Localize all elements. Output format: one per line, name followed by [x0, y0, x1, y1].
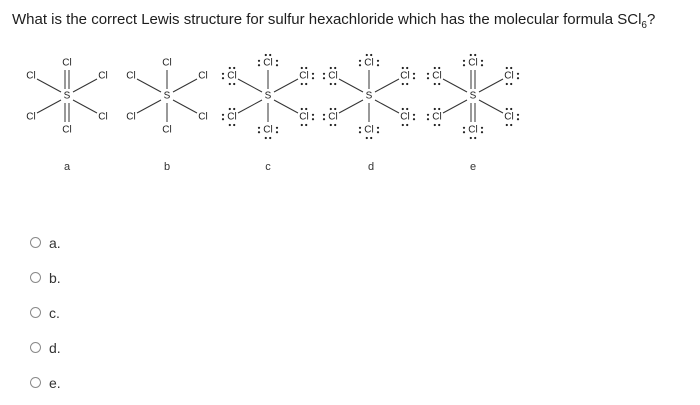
lone-pair-dot: [323, 77, 325, 79]
lone-pair-dot: [276, 60, 278, 62]
lone-pair-dot: [413, 73, 415, 75]
atom-label: Cl: [299, 111, 309, 123]
lone-pair-dot: [229, 83, 231, 85]
single-bond: [37, 100, 61, 113]
atom-label: Cl: [299, 70, 309, 82]
structure-c: [222, 54, 314, 173]
lone-pair-dot: [258, 127, 260, 129]
atom-label: Cl: [432, 111, 442, 123]
structure-caption: e: [469, 161, 477, 173]
lone-pair-dot: [222, 77, 224, 79]
lone-pair-dot: [233, 108, 235, 110]
radio-button[interactable]: [30, 307, 41, 318]
option-b[interactable]: [30, 260, 61, 295]
atom-label: Cl: [62, 124, 72, 136]
lone-pair-dot: [506, 83, 508, 85]
atom-label: Cl: [198, 70, 208, 82]
atom-label: Cl: [26, 70, 36, 82]
lone-pair-dot: [312, 114, 314, 116]
atom-label: S: [469, 90, 477, 102]
lone-pair-dot: [402, 108, 404, 110]
atom-label: Cl: [468, 57, 478, 69]
atom-label: Cl: [162, 124, 172, 136]
radio-button[interactable]: [30, 342, 41, 353]
lone-pair-dot: [276, 127, 278, 129]
lone-pair-dot: [470, 137, 472, 139]
lone-pair-dot: [438, 108, 440, 110]
lone-pair-dot: [438, 124, 440, 126]
lone-pair-dot: [506, 108, 508, 110]
lone-pair-dot: [233, 83, 235, 85]
lone-pair-dot: [463, 131, 465, 133]
lone-pair-dot: [434, 67, 436, 69]
lone-pair-dot: [434, 108, 436, 110]
atom-label: Cl: [364, 124, 374, 136]
lone-pair-dot: [377, 60, 379, 62]
structure-a: [26, 58, 107, 173]
lone-pair-dot: [233, 67, 235, 69]
lone-pair-dot: [269, 54, 271, 56]
lone-pair-dot: [406, 67, 408, 69]
lone-pair-dot: [276, 64, 278, 66]
structure-caption: a: [63, 161, 71, 173]
atom-label: Cl: [328, 111, 338, 123]
atom-label: Cl: [468, 124, 478, 136]
atom-label: Cl: [263, 124, 273, 136]
atom-label: S: [163, 90, 171, 102]
lone-pair-dot: [406, 124, 408, 126]
atom-label: Cl: [263, 57, 273, 69]
lone-pair-dot: [301, 67, 303, 69]
single-bond: [137, 100, 161, 113]
lone-pair-dot: [330, 83, 332, 85]
lone-pair-dot: [517, 118, 519, 120]
lone-pair-dot: [301, 83, 303, 85]
lone-pair-dot: [323, 73, 325, 75]
lone-pair-dot: [427, 114, 429, 116]
structure-e: [427, 54, 519, 173]
lone-pair-dot: [330, 108, 332, 110]
atom-label: Cl: [227, 111, 237, 123]
lone-pair-dot: [413, 114, 415, 116]
lone-pair-dot: [506, 67, 508, 69]
lone-pair-dot: [402, 67, 404, 69]
lone-pair-dot: [334, 83, 336, 85]
lone-pair-dot: [377, 127, 379, 129]
lone-pair-dot: [330, 124, 332, 126]
radio-button[interactable]: [30, 237, 41, 248]
single-bond: [443, 100, 467, 113]
radio-button[interactable]: [30, 377, 41, 388]
single-bond: [479, 100, 503, 113]
lone-pair-dot: [305, 67, 307, 69]
lone-pair-dot: [359, 131, 361, 133]
single-bond: [73, 100, 97, 113]
lone-pair-dot: [438, 67, 440, 69]
lone-pair-dot: [265, 54, 267, 56]
lone-pair-dot: [517, 73, 519, 75]
lone-pair-dot: [481, 64, 483, 66]
lone-pair-dot: [265, 137, 267, 139]
structure-d: [323, 54, 415, 173]
lone-pair-dot: [323, 114, 325, 116]
lone-pair-dot: [470, 54, 472, 56]
question-text: What is the correct Lewis structure for sulfur hexachloride which has the molecular formula SCl$_6$?: [12, 11, 656, 31]
atom-label: S: [365, 90, 373, 102]
atom-label: Cl: [400, 111, 410, 123]
atom-label: Cl: [126, 70, 136, 82]
lone-pair-dot: [276, 131, 278, 133]
atom-label: Cl: [62, 57, 72, 69]
single-bond: [73, 79, 97, 92]
lone-pair-dot: [233, 124, 235, 126]
lone-pair-dot: [434, 124, 436, 126]
lone-pair-dot: [481, 127, 483, 129]
lone-pair-dot: [481, 60, 483, 62]
lone-pair-dot: [510, 124, 512, 126]
option-label: c.: [49, 304, 60, 321]
lone-pair-dot: [427, 73, 429, 75]
lone-pair-dot: [413, 118, 415, 120]
atom-label: Cl: [98, 111, 108, 123]
option-label: d.: [49, 339, 61, 356]
lone-pair-dot: [366, 137, 368, 139]
lone-pair-dot: [359, 60, 361, 62]
lone-pair-dot: [323, 118, 325, 120]
lone-pair-dot: [517, 114, 519, 116]
option-label: e.: [49, 374, 61, 391]
lone-pair-dot: [312, 118, 314, 120]
lone-pair-dot: [481, 131, 483, 133]
lone-pair-dot: [334, 108, 336, 110]
lone-pair-dot: [258, 131, 260, 133]
single-bond: [173, 79, 197, 92]
lone-pair-dot: [377, 131, 379, 133]
lone-pair-dot: [438, 83, 440, 85]
lone-pair-dot: [222, 73, 224, 75]
single-bond: [238, 79, 262, 92]
lone-pair-dot: [359, 64, 361, 66]
lone-pair-dot: [269, 137, 271, 139]
atom-label: Cl: [432, 70, 442, 82]
single-bond: [274, 79, 298, 92]
lone-pair-dot: [301, 108, 303, 110]
single-bond: [37, 79, 61, 92]
answer-options: [30, 225, 61, 400]
lone-pair-dot: [359, 127, 361, 129]
lone-pair-dot: [366, 54, 368, 56]
structure-caption: c: [265, 161, 271, 173]
lone-pair-dot: [305, 83, 307, 85]
lone-pair-dot: [229, 124, 231, 126]
single-bond: [339, 79, 363, 92]
atom-label: Cl: [504, 111, 514, 123]
single-bond: [173, 100, 197, 113]
lone-pair-dot: [463, 64, 465, 66]
lone-pair-dot: [510, 108, 512, 110]
lone-pair-dot: [258, 64, 260, 66]
lone-pair-dot: [402, 124, 404, 126]
radio-button[interactable]: [30, 272, 41, 283]
lone-pair-dot: [301, 124, 303, 126]
atom-label: Cl: [504, 70, 514, 82]
lone-pair-dot: [406, 83, 408, 85]
lone-pair-dot: [506, 124, 508, 126]
lone-pair-dot: [510, 83, 512, 85]
lone-pair-dot: [434, 83, 436, 85]
option-d[interactable]: [30, 330, 61, 365]
lone-pair-dot: [406, 108, 408, 110]
single-bond: [238, 100, 262, 113]
option-label: a.: [49, 234, 61, 251]
lone-pair-dot: [305, 108, 307, 110]
lone-pair-dot: [334, 67, 336, 69]
single-bond: [375, 100, 399, 113]
option-c[interactable]: [30, 295, 61, 330]
atom-label: Cl: [400, 70, 410, 82]
atom-label: Cl: [328, 70, 338, 82]
atom-label: Cl: [198, 111, 208, 123]
single-bond: [339, 100, 363, 113]
single-bond: [479, 79, 503, 92]
lone-pair-dot: [427, 118, 429, 120]
lone-pair-dot: [258, 60, 260, 62]
lone-pair-dot: [312, 77, 314, 79]
lone-pair-dot: [413, 77, 415, 79]
single-bond: [137, 79, 161, 92]
atom-label: Cl: [126, 111, 136, 123]
option-label: b.: [49, 269, 61, 286]
single-bond: [375, 79, 399, 92]
atom-label: Cl: [227, 70, 237, 82]
lone-pair-dot: [427, 77, 429, 79]
structure-b: [126, 58, 207, 173]
lone-pair-dot: [463, 127, 465, 129]
lone-pair-dot: [463, 60, 465, 62]
atom-label: S: [264, 90, 272, 102]
lone-pair-dot: [474, 137, 476, 139]
lone-pair-dot: [229, 67, 231, 69]
lone-pair-dot: [222, 118, 224, 120]
single-bond: [274, 100, 298, 113]
option-e[interactable]: [30, 365, 61, 400]
atom-label: Cl: [364, 57, 374, 69]
lone-pair-dot: [305, 124, 307, 126]
atom-label: Cl: [26, 111, 36, 123]
atom-label: Cl: [162, 57, 172, 69]
option-a[interactable]: [30, 225, 61, 260]
lone-pair-dot: [377, 64, 379, 66]
lone-pair-dot: [222, 114, 224, 116]
lone-pair-dot: [510, 67, 512, 69]
lone-pair-dot: [474, 54, 476, 56]
lone-pair-dot: [517, 77, 519, 79]
structure-caption: d: [367, 161, 375, 173]
lone-pair-dot: [330, 67, 332, 69]
lone-pair-dot: [370, 54, 372, 56]
structure-caption: b: [163, 161, 171, 173]
lone-pair-dot: [312, 73, 314, 75]
lewis-structures: [0, 0, 700, 200]
lone-pair-dot: [370, 137, 372, 139]
atom-label: Cl: [98, 70, 108, 82]
single-bond: [443, 79, 467, 92]
atom-label: S: [63, 90, 71, 102]
lone-pair-dot: [402, 83, 404, 85]
lone-pair-dot: [229, 108, 231, 110]
lone-pair-dot: [334, 124, 336, 126]
